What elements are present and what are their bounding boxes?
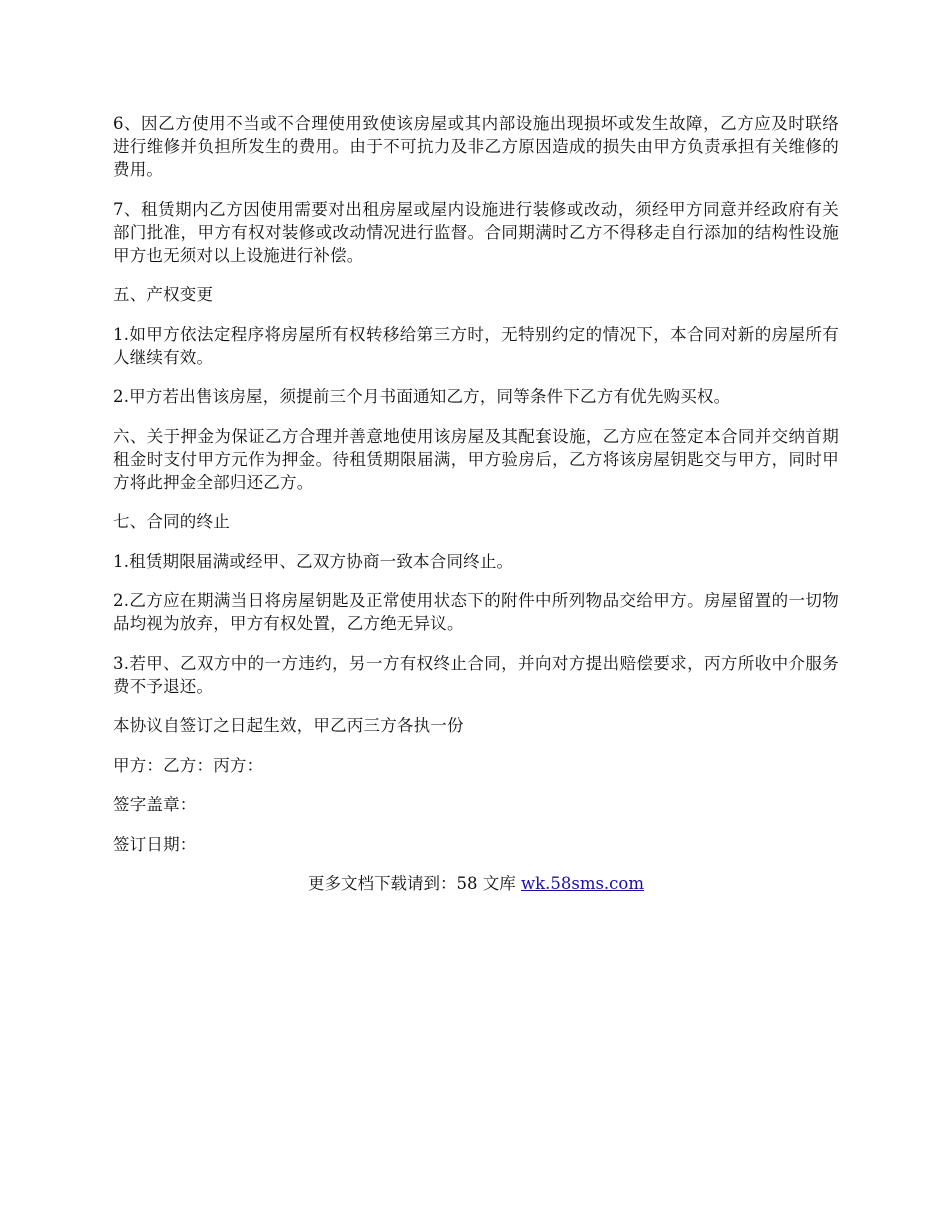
effective-clause: 本协议自签订之日起生效，甲乙丙三方各执一份 xyxy=(113,716,464,735)
section-heading-property-change: 五、产权变更 xyxy=(113,285,214,304)
termination-item-2: 2.乙方应在期满当日将房屋钥匙及正常使用状态下的附件中所列物品交给甲方。房屋留置的一切物品均视为放弃，甲方有权处置，乙方绝无异议。 xyxy=(113,591,839,633)
signing-date-line: 签订日期： xyxy=(113,834,197,854)
footer-prefix-text: 更多文档下载请到：58 文库 xyxy=(307,874,521,893)
deposit-paragraph: 六、关于押金为保证乙方合理并善意地使用该房屋及其配套设施，乙方应在签定本合同并交纳首期租金时支付甲方元作为押金。待租赁期限届满，甲方验房后，乙方将该房屋钥匙交与甲方，同时甲方将此押金全部归还乙方。 xyxy=(113,426,839,492)
section-heading-termination: 七、合同的终止 xyxy=(113,512,230,531)
clause-7-paragraph: 7、租赁期内乙方因使用需要对出租房屋或屋内设施进行装修或改动，须经甲方同意并经政府有关部门批准，甲方有权对装修或改动情况进行监督。合同期满时乙方不得移走自行添加的结构性设施甲方也无须对以上设施进行补偿。 xyxy=(113,199,839,265)
document-body xyxy=(113,112,839,872)
signature-line: 签字盖章： xyxy=(113,795,197,814)
clause-6-paragraph: 6、因乙方使用不当或不合理使用致使该房屋或其内部设施出现损坏或发生故障，乙方应及时联络进行维修并负担所发生的费用。由于不可抗力及非乙方原因造成的损失由甲方负责承担有关维修的费用。 xyxy=(113,114,839,179)
property-change-item-2: 2.甲方若出售该房屋，须提前三个月书面通知乙方，同等条件下乙方有优先购买权。 xyxy=(113,387,731,406)
website-link[interactable]: wk.58sms.com xyxy=(520,874,644,893)
termination-item-1: 1.租赁期限届满或经甲、乙双方协商一致本合同终止。 xyxy=(113,551,514,571)
termination-item-3: 3.若甲、乙双方中的一方违约，另一方有权终止合同，并向对方提出赔偿要求，丙方所收中介服务费不予退还。 xyxy=(113,653,839,696)
parties-line: 甲方：乙方：丙方： xyxy=(113,755,264,775)
download-footer xyxy=(113,872,839,895)
property-change-item-1: 1.如甲方依法定程序将房屋所有权转移给第三方时，无特别约定的情况下，本合同对新的房屋所有人继续有效。 xyxy=(113,324,839,367)
